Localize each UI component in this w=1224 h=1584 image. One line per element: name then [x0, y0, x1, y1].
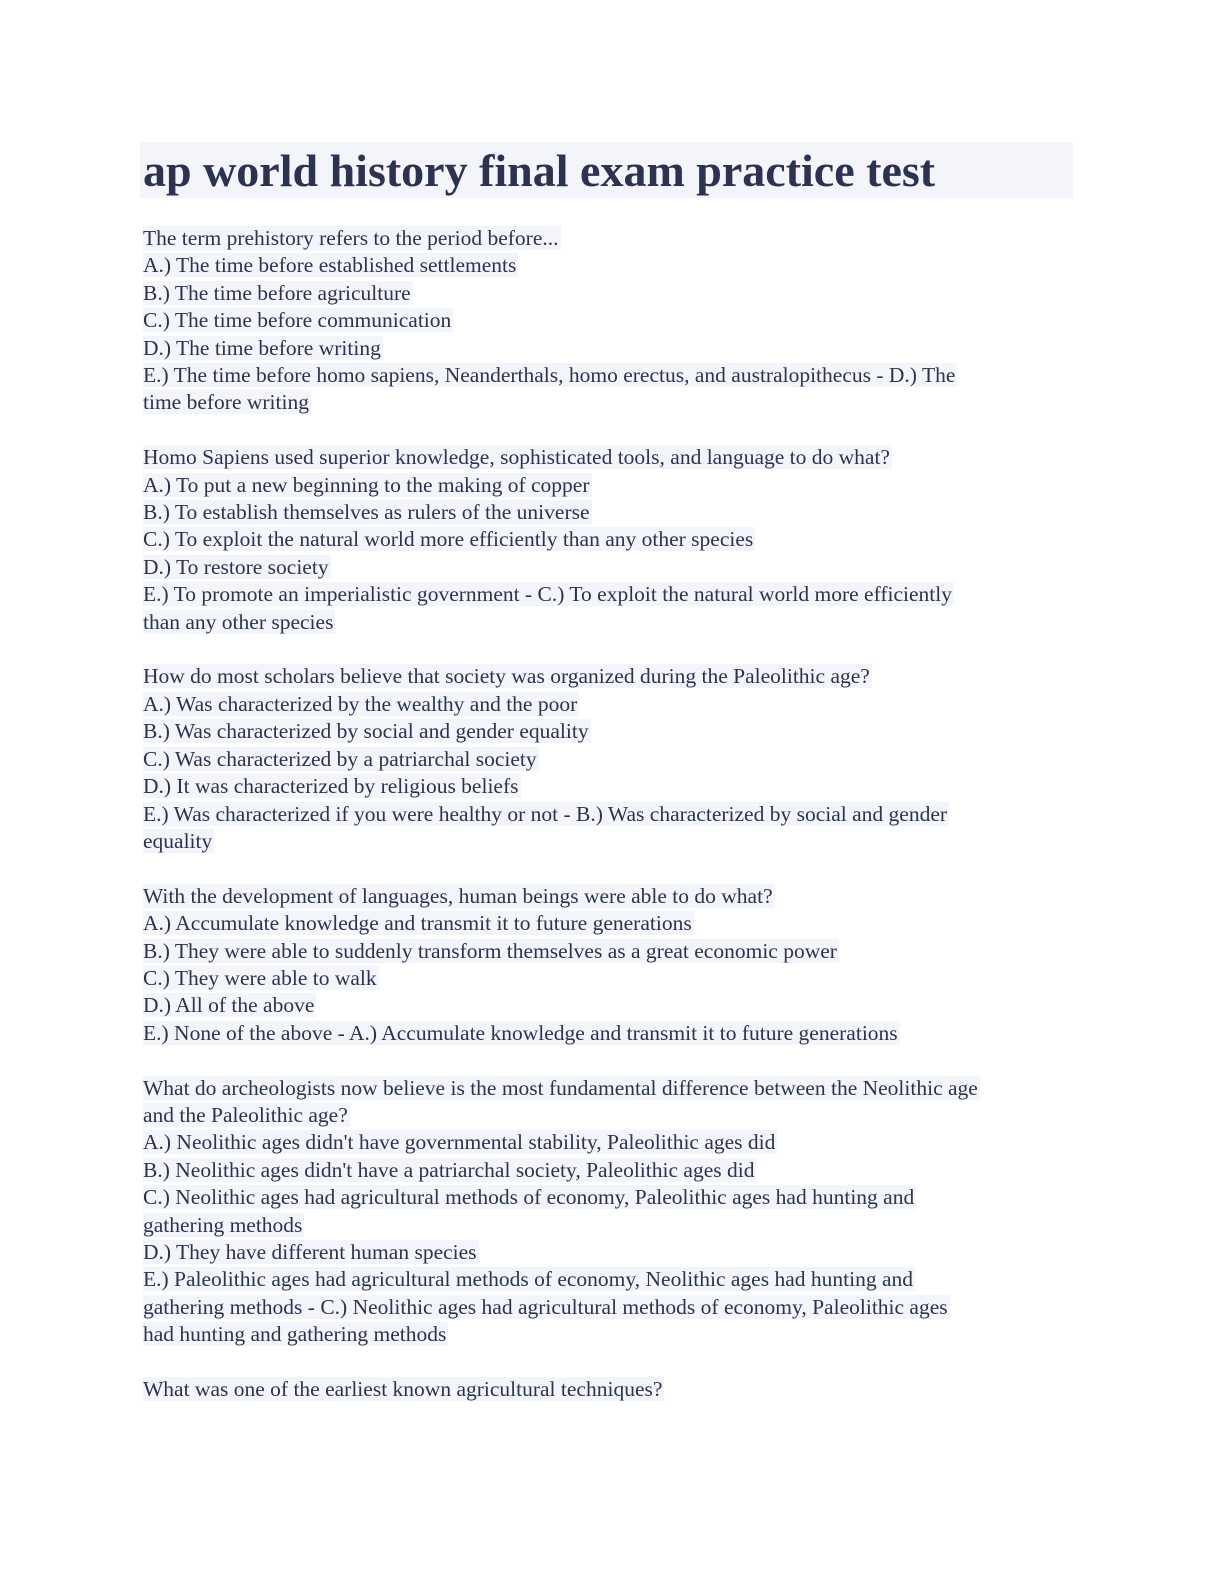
answer-line	[143, 609, 1073, 636]
answer-line	[143, 1129, 1073, 1156]
question-block	[143, 1376, 1073, 1403]
answer-line	[143, 1184, 1073, 1211]
answer-line	[143, 938, 1073, 965]
line-text: The term prehistory refers to the period before...	[143, 226, 559, 250]
line-text: equality	[143, 828, 213, 853]
answer-line	[143, 801, 1073, 828]
line-text: gathering methods - C.) Neolithic ages had agricultural methods of economy, Paleolithic ages	[143, 1294, 948, 1319]
answer-line	[143, 581, 1073, 608]
answer-line	[143, 335, 1073, 362]
line-text: D.) All of the above	[143, 993, 315, 1018]
line-text: With the development of languages, human beings were able to do what?	[143, 883, 773, 908]
line-text: E.) Was characterized if you were healthy or not - B.) Was characterized by social and gender	[143, 801, 948, 826]
line-text: C.) To exploit the natural world more efficiently than any other species	[143, 527, 754, 552]
line-text: C.) Neolithic ages had agricultural methods of economy, Paleolithic ages had hunting and	[143, 1185, 915, 1210]
line-text: than any other species	[143, 609, 334, 634]
question-text	[143, 663, 1073, 690]
answer-line	[143, 1239, 1073, 1266]
answer-line	[143, 691, 1073, 718]
line-text: D.) To restore society	[143, 554, 329, 579]
line-text: B.) They were able to suddenly transform themselves as a great economic power	[143, 938, 837, 963]
question-text	[143, 883, 1073, 910]
answer-line	[143, 992, 1073, 1019]
line-text: D.) They have different human species	[143, 1239, 477, 1264]
answer-line	[143, 828, 1073, 855]
question-text	[143, 1376, 1073, 1403]
question-block	[143, 663, 1073, 855]
answer-line	[143, 362, 1073, 389]
answer-line	[143, 910, 1073, 937]
answer-line	[143, 389, 1073, 416]
line-text: A.) The time before established settlements	[143, 253, 517, 278]
line-text: Homo Sapiens used superior knowledge, sophisticated tools, and language to do what?	[143, 445, 890, 470]
line-text: E.) None of the above - A.) Accumulate knowledge and transmit it to future generations	[143, 1020, 898, 1045]
line-text: What was one of the earliest known agricultural techniques?	[143, 1376, 663, 1401]
question-block	[143, 1075, 1073, 1349]
answer-line	[143, 252, 1073, 279]
answer-line	[143, 965, 1073, 992]
answer-line	[143, 1266, 1073, 1293]
line-text: B.) Was characterized by social and gender equality	[143, 719, 589, 744]
line-text: gathering methods	[143, 1212, 303, 1237]
line-text: What do archeologists now believe is the most fundamental difference between the Neolithic age	[143, 1075, 978, 1100]
line-text: E.) Paleolithic ages had agricultural methods of economy, Neolithic ages had hunting and	[143, 1267, 914, 1292]
question-block	[143, 225, 1073, 417]
line-text: A.) To put a new beginning to the making of copper	[143, 472, 590, 497]
line-text: B.) To establish themselves as rulers of the universe	[143, 500, 590, 525]
question-list	[143, 225, 1073, 1431]
line-text: A.) Accumulate knowledge and transmit it to future generations	[143, 911, 692, 936]
answer-line	[143, 1020, 1073, 1047]
line-text: and the Paleolithic age?	[143, 1102, 348, 1127]
question-block	[143, 444, 1073, 636]
line-text: E.) The time before homo sapiens, Neanderthals, homo erectus, and australopithecus - D.) The	[143, 363, 956, 388]
line-text: How do most scholars believe that society was organized during the Paleolithic age?	[143, 664, 870, 689]
answer-line	[143, 718, 1073, 745]
line-text: A.) Neolithic ages didn't have governmental stability, Paleolithic ages did	[143, 1130, 776, 1155]
answer-line	[143, 1157, 1073, 1184]
answer-line	[143, 746, 1073, 773]
line-text: C.) They were able to walk	[143, 965, 377, 990]
line-text: C.) Was characterized by a patriarchal society	[143, 746, 537, 771]
question-text	[143, 444, 1073, 471]
line-text: E.) To promote an imperialistic government - C.) To exploit the natural world more efficiently	[143, 582, 953, 607]
answer-line	[143, 1212, 1073, 1239]
line-text: time before writing	[143, 390, 309, 415]
answer-line	[143, 280, 1073, 307]
answer-line	[143, 307, 1073, 334]
answer-line	[143, 1321, 1073, 1348]
line-text: B.) Neolithic ages didn't have a patriarchal society, Paleolithic ages did	[143, 1157, 755, 1182]
line-text: D.) It was characterized by religious beliefs	[143, 774, 519, 799]
answer-line	[143, 1102, 1073, 1129]
answer-line	[143, 472, 1073, 499]
answer-line	[143, 1294, 1073, 1321]
question-text	[143, 225, 1073, 252]
line-text: had hunting and gathering methods	[143, 1322, 447, 1347]
line-text: D.) The time before writing	[143, 335, 381, 360]
answer-line	[143, 773, 1073, 800]
line-text: C.) The time before communication	[143, 308, 452, 333]
answer-line	[143, 554, 1073, 581]
page-title: ap world history final exam practice test	[143, 145, 936, 196]
line-text: A.) Was characterized by the wealthy and the poor	[143, 691, 578, 716]
question-text	[143, 1075, 1073, 1102]
answer-line	[143, 526, 1073, 553]
question-block	[143, 883, 1073, 1047]
line-text: B.) The time before agriculture	[143, 280, 411, 305]
answer-line	[143, 499, 1073, 526]
